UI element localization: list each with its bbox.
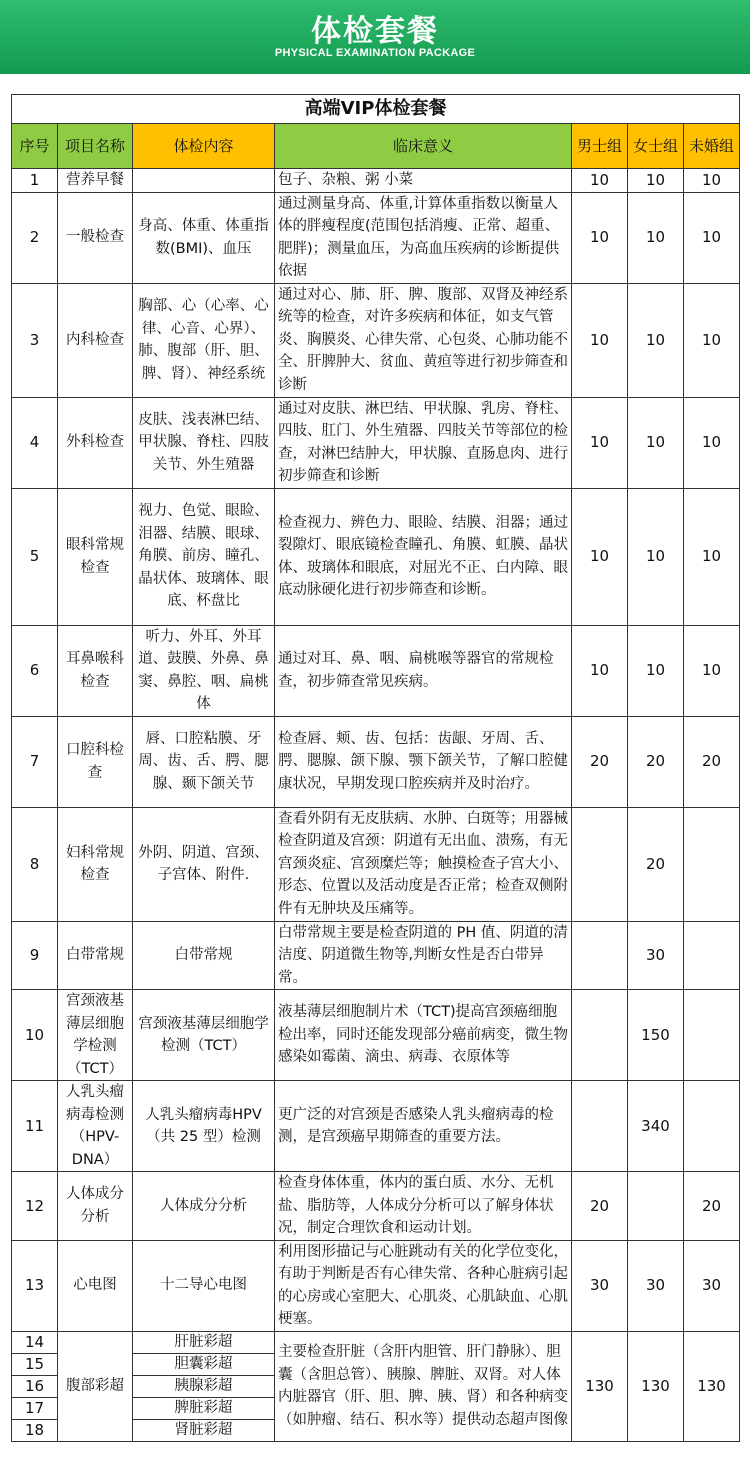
row-price-unmarried: 20 xyxy=(684,716,740,807)
row-no: 17 xyxy=(12,1397,58,1419)
row-meaning: 液基薄层细胞制片术（TCT)提高宫颈癌细胞检出率，同时还能发现部分癌前病变，微生物感染如霉菌、滴虫、病毒、衣原体等 xyxy=(275,990,572,1081)
row-price-female: 150 xyxy=(628,990,684,1081)
row-price-male xyxy=(572,990,628,1081)
table-caption: 高端VIP体检套餐 xyxy=(12,95,740,124)
header-banner xyxy=(0,0,750,74)
row-price-male xyxy=(572,807,628,921)
table-row xyxy=(12,807,740,921)
row-price-female: 10 xyxy=(628,169,684,193)
row-price-male: 10 xyxy=(572,283,628,397)
row-price-unmarried: 10 xyxy=(684,488,740,625)
table-row xyxy=(12,283,740,397)
row-no: 8 xyxy=(12,807,58,921)
row-no: 14 xyxy=(12,1331,58,1353)
table-row xyxy=(12,990,740,1081)
row-price-unmarried: 30 xyxy=(684,1240,740,1331)
row-item: 口腔科检查 xyxy=(58,716,133,807)
row-price-male xyxy=(572,1081,628,1172)
row-content: 胰腺彩超 xyxy=(133,1375,275,1397)
row-meaning: 利用图形描记与心脏跳动有关的化学位变化，有助于判断是否有心律失常、各种心脏病引起的心房或心室肥大、心肌炎、心肌缺血、心肌梗塞。 xyxy=(275,1240,572,1331)
row-content: 外阴、阴道、宫颈、子宫体、附件. xyxy=(133,807,275,921)
row-content: 人体成分分析 xyxy=(133,1172,275,1241)
header-no: 序号 xyxy=(12,124,58,169)
row-meaning: 检查唇、颊、齿、包括：齿龈、牙周、舌、腭、腮腺、颌下腺、颚下颌关节，了解口腔健康状况，早期发现口腔疾病并及时治疗。 xyxy=(275,716,572,807)
row-no: 4 xyxy=(12,397,58,488)
row-meaning: 检查视力、辨色力、眼睑、结膜、泪器；通过裂隙灯、眼底镜检查瞳孔、角膜、虹膜、晶状体、玻璃体和眼底，对屈光不正、白内障、眼底动脉硬化进行初步筛查和诊断。 xyxy=(275,488,572,625)
row-price-unmarried: 130 xyxy=(684,1331,740,1441)
row-price-male: 10 xyxy=(572,625,628,716)
row-item: 腹部彩超 xyxy=(58,1331,133,1441)
row-no: 13 xyxy=(12,1240,58,1331)
row-content: 脾脏彩超 xyxy=(133,1397,275,1419)
row-price-unmarried: 10 xyxy=(684,397,740,488)
row-price-unmarried xyxy=(684,990,740,1081)
row-price-male: 10 xyxy=(572,192,628,283)
row-item: 人体成分分析 xyxy=(58,1172,133,1241)
row-no: 9 xyxy=(12,921,58,990)
table-row xyxy=(12,1172,740,1241)
row-item: 营养早餐 xyxy=(58,169,133,193)
row-no: 18 xyxy=(12,1419,58,1441)
header-female: 女士组 xyxy=(628,124,684,169)
row-content: 十二导心电图 xyxy=(133,1240,275,1331)
table-row xyxy=(12,1240,740,1331)
row-meaning: 通过测量身高、体重,计算体重指数以衡量人体的胖瘦程度(范围包括消瘦、正常、超重、肥胖)；测量血压，为高血压疾病的诊断提供依据 xyxy=(275,192,572,283)
row-no: 16 xyxy=(12,1375,58,1397)
row-content: 唇、口腔粘膜、牙周、齿、舌、腭、腮腺、颞下颌关节 xyxy=(133,716,275,807)
row-price-unmarried: 10 xyxy=(684,192,740,283)
table-row xyxy=(12,192,740,283)
row-no: 2 xyxy=(12,192,58,283)
row-price-male xyxy=(572,921,628,990)
row-price-unmarried xyxy=(684,1081,740,1172)
table-row xyxy=(12,397,740,488)
row-item: 妇科常规检查 xyxy=(58,807,133,921)
row-price-unmarried xyxy=(684,921,740,990)
row-price-male: 20 xyxy=(572,716,628,807)
row-no: 15 xyxy=(12,1353,58,1375)
row-meaning: 白带常规主要是检查阴道的 PH 值、阴道的清洁度、阴道微生物等,判断女性是否白带异常。 xyxy=(275,921,572,990)
row-content: 肾脏彩超 xyxy=(133,1419,275,1441)
row-content: 宫颈液基薄层细胞学检测（TCT） xyxy=(133,990,275,1081)
row-price-female: 20 xyxy=(628,807,684,921)
row-price-male: 130 xyxy=(572,1331,628,1441)
row-price-female: 30 xyxy=(628,1240,684,1331)
row-content: 白带常规 xyxy=(133,921,275,990)
table-row xyxy=(12,488,740,625)
page-subtitle: PHYSICAL EXAMINATION PACKAGE xyxy=(274,47,476,59)
row-meaning: 通过对皮肤、淋巴结、甲状腺、乳房、脊柱、四肢、肛门、外生殖器、四肢关节等部位的检查，对淋巴结肿大，甲状腺、直肠息肉、进行初步筛查和诊断 xyxy=(275,397,572,488)
table-row xyxy=(12,1081,740,1172)
row-content: 视力、色觉、眼睑、泪器、结膜、眼球、角膜、前房、瞳孔、晶状体、玻璃体、眼底、杯盘比 xyxy=(133,488,275,625)
row-item: 耳鼻喉科检查 xyxy=(58,625,133,716)
package-table xyxy=(11,94,740,1442)
row-no: 6 xyxy=(12,625,58,716)
row-price-male: 10 xyxy=(572,488,628,625)
row-meaning: 主要检查肝脏（含肝内胆管、肝门静脉）、胆囊（含胆总管）、胰腺、脾脏、双肾。对人体内脏器官（肝、胆、脾、胰、肾）和各种病变（如肿瘤、结石、积水等）提供动态超声图像 xyxy=(275,1331,572,1441)
row-content: 肝脏彩超 xyxy=(133,1331,275,1353)
row-no: 10 xyxy=(12,990,58,1081)
row-no: 1 xyxy=(12,169,58,193)
row-price-unmarried xyxy=(684,807,740,921)
row-item: 外科检查 xyxy=(58,397,133,488)
row-price-female: 10 xyxy=(628,283,684,397)
row-price-male: 10 xyxy=(572,397,628,488)
row-price-female: 10 xyxy=(628,625,684,716)
row-item: 一般检查 xyxy=(58,192,133,283)
row-item: 内科检查 xyxy=(58,283,133,397)
row-meaning: 通过对心、肺、肝、脾、腹部、双肾及神经系统等的检查，对许多疾病和体征，如支气管炎、胸膜炎、心律失常、心包炎、心肺功能不全、肝脾肿大、贫血、黄疸等进行初步筛查和诊断 xyxy=(275,283,572,397)
row-item: 眼科常规检查 xyxy=(58,488,133,625)
row-content xyxy=(133,169,275,193)
row-item: 人乳头瘤病毒检测（HPV-DNA） xyxy=(58,1081,133,1172)
row-price-unmarried: 10 xyxy=(684,283,740,397)
row-price-female: 10 xyxy=(628,192,684,283)
row-price-unmarried: 10 xyxy=(684,625,740,716)
row-no: 11 xyxy=(12,1081,58,1172)
header-meaning: 临床意义 xyxy=(275,124,572,169)
row-price-unmarried: 10 xyxy=(684,169,740,193)
row-item: 宫颈液基薄层细胞学检测（TCT） xyxy=(58,990,133,1081)
row-no: 12 xyxy=(12,1172,58,1241)
row-price-male: 30 xyxy=(572,1240,628,1331)
row-price-female: 130 xyxy=(628,1331,684,1441)
row-content: 胆囊彩超 xyxy=(133,1353,275,1375)
row-content: 胸部、心（心率、心律、心音、心界）、肺、腹部（肝、胆、脾、肾）、神经系统 xyxy=(133,283,275,397)
row-price-female: 30 xyxy=(628,921,684,990)
header-content: 体检内容 xyxy=(133,124,275,169)
row-content: 皮肤、浅表淋巴结、甲状腺、脊柱、四肢关节、外生殖器 xyxy=(133,397,275,488)
row-price-female xyxy=(628,1172,684,1241)
ultrasound-row xyxy=(12,1331,740,1353)
header-male: 男士组 xyxy=(572,124,628,169)
row-price-male: 20 xyxy=(572,1172,628,1241)
row-price-female: 340 xyxy=(628,1081,684,1172)
row-content: 人乳头瘤病毒HPV（共 25 型）检测 xyxy=(133,1081,275,1172)
header-unmarried: 未婚组 xyxy=(684,124,740,169)
table-row xyxy=(12,921,740,990)
row-price-male: 10 xyxy=(572,169,628,193)
row-price-unmarried: 20 xyxy=(684,1172,740,1241)
table-row xyxy=(12,169,740,193)
row-item: 心电图 xyxy=(58,1240,133,1331)
row-no: 5 xyxy=(12,488,58,625)
row-meaning: 查看外阴有无皮肤病、水肿、白斑等；用器械检查阴道及宫颈：阴道有无出血、溃殇，有无宫颈炎症、宫颈糜烂等；触摸检查子宫大小、形态、位置以及活动度是否正常；检查双侧附件有无肿块及压痛等。 xyxy=(275,807,572,921)
row-meaning: 包子、杂粮、粥 小菜 xyxy=(275,169,572,193)
row-meaning: 检查身体体重，体内的蛋白质、水分、无机盐、脂肪等，人体成分分析可以了解身体状况，制定合理饮食和运动计划。 xyxy=(275,1172,572,1241)
row-content: 身高、体重、体重指数(BMI)、血压 xyxy=(133,192,275,283)
row-no: 7 xyxy=(12,716,58,807)
row-meaning: 通过对耳、鼻、咽、扁桃喉等器官的常规检查，初步筛查常见疾病。 xyxy=(275,625,572,716)
row-price-female: 10 xyxy=(628,488,684,625)
row-no: 3 xyxy=(12,283,58,397)
table-row xyxy=(12,716,740,807)
page-title: 体检套餐 xyxy=(311,14,439,49)
table-row xyxy=(12,625,740,716)
row-price-female: 10 xyxy=(628,397,684,488)
header-item: 项目名称 xyxy=(58,124,133,169)
row-meaning: 更广泛的对宫颈是否感染人乳头瘤病毒的检测，是宫颈癌早期筛查的重要方法。 xyxy=(275,1081,572,1172)
row-price-female: 20 xyxy=(628,716,684,807)
row-content: 听力、外耳、外耳道、鼓膜、外鼻、鼻窦、鼻腔、咽、扁桃体 xyxy=(133,625,275,716)
row-item: 白带常规 xyxy=(58,921,133,990)
